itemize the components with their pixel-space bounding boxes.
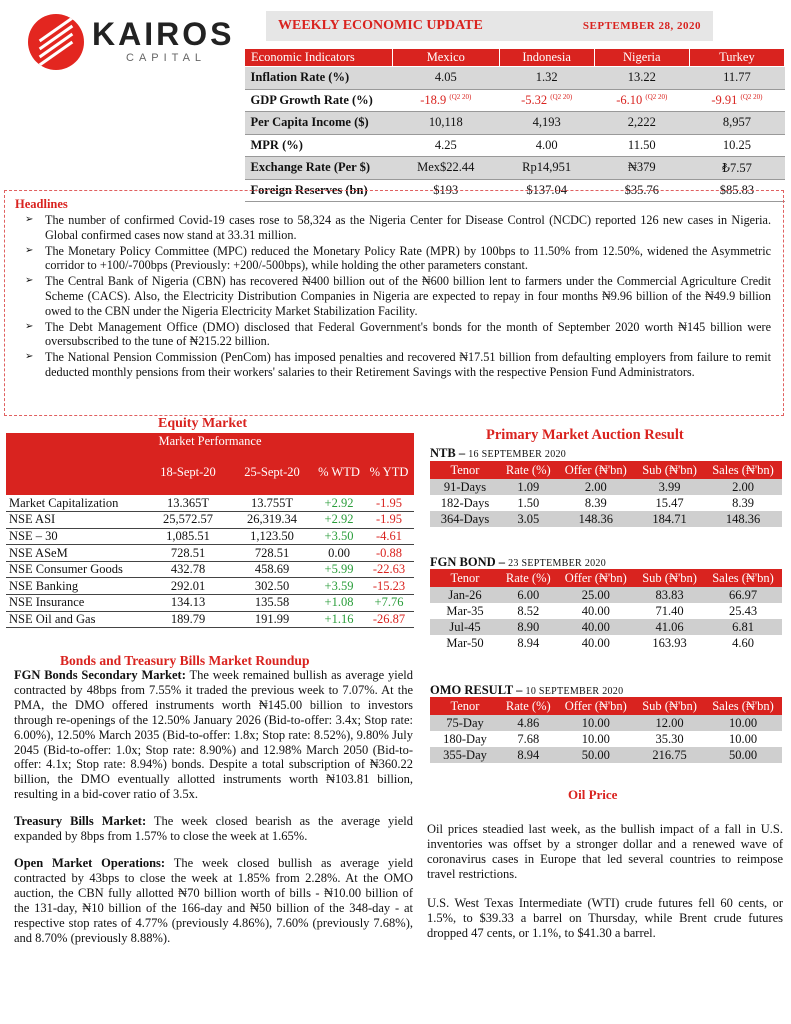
equity-wtd: +1.16 bbox=[314, 611, 364, 628]
equity-ytd: -22.63 bbox=[364, 561, 414, 578]
bonds-paragraph-text: The week closed bearish as the average yield expanded by 8bps from 1.57% to close the week at 1.65%. bbox=[14, 814, 413, 844]
auction-cell: 83.83 bbox=[635, 587, 704, 603]
equity-market-title: Equity Market bbox=[158, 416, 248, 431]
indicator-value-text: 4.05 bbox=[434, 70, 457, 85]
bonds-paragraph-lead: FGN Bonds Secondary Market: bbox=[14, 668, 186, 682]
indicator-value bbox=[594, 134, 689, 157]
indicator-value-text: -6.10 bbox=[616, 92, 643, 107]
equity-label: NSE Consumer Goods bbox=[6, 561, 146, 578]
equity-label: NSE – 30 bbox=[6, 528, 146, 545]
indicator-value-text: Rp14,951 bbox=[522, 160, 572, 175]
indicator-row bbox=[245, 112, 785, 135]
auction-cell: 6.00 bbox=[500, 587, 557, 603]
auction-cell: 41.06 bbox=[635, 619, 704, 635]
indicator-row bbox=[245, 67, 785, 90]
auction-cell: 35.30 bbox=[655, 731, 684, 746]
auction-col-header: Sales (₦'bn) bbox=[704, 461, 782, 479]
indicator-period-note: (Q2 20) bbox=[740, 92, 763, 101]
auction-cell: 2.00 bbox=[557, 479, 635, 495]
auction-col-header: Sales (₦'bn) bbox=[704, 569, 782, 587]
auction-cell: 180-Day bbox=[443, 731, 487, 746]
indicator-value bbox=[594, 89, 689, 112]
auction-row bbox=[430, 635, 782, 651]
report-banner bbox=[266, 11, 713, 41]
auction-cell: Jul-45 bbox=[430, 619, 500, 635]
equity-ytd: -0.88 bbox=[364, 545, 414, 562]
equity-wtd: 0.00 bbox=[314, 545, 364, 562]
auction-cell: 8.39 bbox=[584, 495, 607, 510]
auction-cell: 1.09 bbox=[500, 479, 557, 495]
auction-col-header: Sub (₦'bn) bbox=[635, 569, 704, 587]
arrow-bullet-icon: ➢ bbox=[25, 320, 34, 332]
headline-text: The National Pension Commission (PenCom) has imposed penalties and recovered ₦17.51 billion from defaulting employers from failure to remit deducted monthly pensions from their workers' salaries to their Retirement Savings with the respective Pension Fund Administrators. bbox=[45, 350, 771, 379]
auction-col-header: Sub (₦'bn) bbox=[635, 697, 704, 715]
fgn-bond-heading: FGN BOND – 23 SEPTEMBER 2020 bbox=[430, 555, 607, 569]
indicator-value bbox=[499, 157, 594, 180]
equity-row bbox=[6, 495, 414, 512]
indicator-label: Per Capita Income ($) bbox=[245, 112, 393, 135]
indicator-value bbox=[393, 67, 500, 90]
indicator-value-text: ₦379 bbox=[627, 160, 656, 175]
indicator-value-text: -9.91 bbox=[711, 92, 738, 107]
indicator-value-text: ₺7.57 bbox=[722, 160, 752, 175]
equity-label: NSE ASeM bbox=[6, 545, 146, 562]
indicator-value-text: 2,222 bbox=[627, 115, 656, 130]
indicator-value bbox=[594, 112, 689, 135]
auction-cell: 71.40 bbox=[655, 603, 684, 618]
bonds-paragraph-text: The week remained bullish as average yield contracted by 48bps from 7.55% it traded the previous week to 7.07%. At the PMA, the DMO offered instruments worth ₦145.00 billion to investors through re-openings of the 12.50% January 2026 (Bid-to-offer: 3.4x; Stop rate: 6.00%), 12.50% March 2035 (Bid-to-offer: 1.8x; Stop rate: 8.52%), 9.80% July 2045 (Bid-to-offer: 1.0x; Stop rate: 8.90%) and 12.98% March 2050 (Bid-to-offer: 4.1x; Stop rate: 8.94%) bonds. Despite a total subscription of ₦360.22 billion, the DMO eventually allotted instruments worth ₦103.81 billion, resulting in a bid-cover ratio of 3.5x. bbox=[14, 668, 413, 802]
auction-cell: 1.50 bbox=[517, 495, 540, 510]
auction-cell: 2.00 bbox=[704, 479, 782, 495]
indicator-value bbox=[689, 67, 784, 90]
equity-row bbox=[6, 512, 414, 529]
equity-value: 432.78 bbox=[146, 561, 230, 578]
arrow-bullet-icon: ➢ bbox=[25, 351, 34, 363]
auction-row bbox=[430, 603, 782, 619]
headline-text: The Central Bank of Nigeria (CBN) has recovered ₦400 billion out of the ₦600 billion lent to farmers under the Commercial Agriculture Credit Scheme (CACS). Also, the Electricity Distribution Companies in Nigeria are expected to repay in four months ₦9.96 billion of the ₦49.9 billion owed to the CBN under the Nigeria Electricity Market Stabilization Facility. bbox=[45, 274, 771, 318]
indicator-value-text: 8,957 bbox=[722, 115, 751, 130]
equity-value: 1,123.50 bbox=[230, 528, 314, 545]
auction-col-header: Offer (₦'bn) bbox=[557, 697, 635, 715]
equity-value: 728.51 bbox=[146, 545, 230, 562]
equity-col-header: % WTD bbox=[314, 449, 364, 495]
auction-cell: 25.43 bbox=[728, 603, 758, 618]
equity-wtd: +2.92 bbox=[314, 512, 364, 529]
equity-ytd: -15.23 bbox=[364, 578, 414, 595]
market-performance-header: Market Performance bbox=[6, 433, 414, 449]
equity-wtd: +3.59 bbox=[314, 578, 364, 595]
indicator-value bbox=[594, 67, 689, 90]
equity-ytd: -1.95 bbox=[364, 495, 414, 512]
auction-cell: 163.93 bbox=[652, 635, 687, 650]
equity-value: 134.13 bbox=[146, 595, 230, 612]
indicators-header: Mexico bbox=[393, 49, 500, 67]
auction-header-row bbox=[430, 569, 782, 587]
equity-value: 292.01 bbox=[146, 578, 230, 595]
auction-cell: 12.00 bbox=[635, 715, 704, 731]
equity-value: 13.365T bbox=[146, 495, 230, 512]
indicator-value bbox=[689, 112, 784, 135]
equity-label: Market Capitalization bbox=[6, 495, 146, 512]
indicator-value-text: -5.32 bbox=[521, 92, 548, 107]
equity-label: NSE Oil and Gas bbox=[6, 611, 146, 628]
indicators-header: Economic Indicators bbox=[245, 49, 393, 67]
equity-row bbox=[6, 595, 414, 612]
auction-header-row bbox=[430, 697, 782, 715]
indicator-period-note: (Q2 20) bbox=[550, 92, 573, 101]
equity-ytd: +7.76 bbox=[364, 595, 414, 612]
indicator-value bbox=[393, 112, 500, 135]
auction-col-header: Rate (%) bbox=[500, 569, 557, 587]
auction-row bbox=[430, 479, 782, 495]
auction-cell: 10.00 bbox=[581, 731, 610, 746]
auction-cell: 184.71 bbox=[635, 511, 704, 527]
equity-col-header: 25-Sept-20 bbox=[230, 449, 314, 495]
equity-ytd: -1.95 bbox=[364, 512, 414, 529]
bonds-paragraph bbox=[14, 668, 413, 802]
omo-heading: OMO RESULT – 10 SEPTEMBER 2020 bbox=[430, 683, 624, 697]
indicator-row bbox=[245, 157, 785, 180]
auction-cell: Mar-50 bbox=[446, 635, 484, 650]
auction-cell: 50.00 bbox=[704, 747, 782, 763]
equity-row bbox=[6, 578, 414, 595]
indicator-value-text: -18.9 bbox=[420, 92, 447, 107]
oil-paragraph: Oil prices steadied last week, as the bullish impact of a fall in U.S. inventories was offset by a stronger dollar and a renewed wave of coronavirus cases in Europe that led several countries to reimpose travel restrictions. bbox=[427, 822, 783, 881]
logo-name: KAIROS bbox=[92, 16, 235, 52]
indicator-value bbox=[594, 157, 689, 180]
auction-col-header: Tenor bbox=[430, 461, 500, 479]
equity-col-header: 18-Sept-20 bbox=[146, 449, 230, 495]
indicator-row bbox=[245, 89, 785, 112]
auction-cell: 8.90 bbox=[500, 619, 557, 635]
auction-col-header: Rate (%) bbox=[500, 697, 557, 715]
oil-price-text bbox=[427, 822, 783, 955]
kairos-logo bbox=[28, 14, 238, 72]
auction-cell: 8.52 bbox=[517, 603, 540, 618]
indicators-header: Indonesia bbox=[499, 49, 594, 67]
auction-cell: 6.81 bbox=[704, 619, 782, 635]
indicators-header: Turkey bbox=[689, 49, 784, 67]
indicator-value bbox=[499, 67, 594, 90]
arrow-bullet-icon: ➢ bbox=[25, 214, 34, 225]
auction-col-header: Sales (₦'bn) bbox=[704, 697, 782, 715]
indicator-value-text: 10,118 bbox=[428, 115, 463, 130]
equity-value: 13.755T bbox=[230, 495, 314, 512]
auction-cell: 3.05 bbox=[500, 511, 557, 527]
bonds-paragraph bbox=[14, 814, 413, 844]
auction-col-header: Offer (₦'bn) bbox=[557, 461, 635, 479]
equity-wtd: +2.92 bbox=[314, 495, 364, 512]
indicator-row bbox=[245, 134, 785, 157]
auction-cell: 355-Day bbox=[430, 747, 500, 763]
indicator-label: Foreign Reserves (bn) bbox=[245, 179, 393, 202]
auction-col-header: Offer (₦'bn) bbox=[557, 569, 635, 587]
indicator-value-text: 13.22 bbox=[627, 70, 656, 85]
ntb-heading: NTB – 16 SEPTEMBER 2020 bbox=[430, 446, 567, 460]
auction-row bbox=[430, 731, 782, 747]
indicator-period-note: (Q2 20) bbox=[449, 92, 472, 101]
equity-row bbox=[6, 545, 414, 562]
indicator-value-text: 4,193 bbox=[532, 115, 561, 130]
bonds-roundup-text bbox=[14, 668, 413, 957]
equity-ytd: -26.87 bbox=[364, 611, 414, 628]
indicator-value bbox=[689, 134, 784, 157]
auction-cell: 40.00 bbox=[557, 619, 635, 635]
indicator-value bbox=[689, 89, 784, 112]
economic-indicators-table bbox=[244, 48, 785, 202]
auction-cell: 182-Days bbox=[440, 495, 490, 510]
headline-item bbox=[15, 244, 771, 274]
equity-label: NSE ASI bbox=[6, 512, 146, 529]
headline-text: The Debt Management Office (DMO) disclosed that Federal Government's bonds for the month of September 2020 worth ₦145 billion were oversubscribed to the tune of ₦215.22 billion. bbox=[45, 319, 771, 349]
auction-header-row bbox=[430, 461, 782, 479]
indicator-value-text: $85.83 bbox=[719, 182, 755, 197]
bonds-paragraph-lead: Treasury Bills Market: bbox=[14, 814, 147, 829]
auction-cell: 8.39 bbox=[732, 495, 754, 510]
equity-label: NSE Banking bbox=[6, 578, 146, 595]
auction-col-header: Rate (%) bbox=[500, 461, 557, 479]
auction-cell: Jan-26 bbox=[430, 587, 500, 603]
headlines-title: Headlines bbox=[15, 197, 68, 211]
headline-item bbox=[15, 274, 771, 318]
auction-row bbox=[430, 619, 782, 635]
auction-cell: 8.94 bbox=[517, 635, 540, 650]
auction-cell: 91-Days bbox=[430, 479, 500, 495]
indicators-header: Nigeria bbox=[594, 49, 689, 67]
headlines-list bbox=[15, 213, 771, 380]
indicator-value-text: $35.76 bbox=[624, 182, 659, 197]
auction-cell: 4.86 bbox=[500, 715, 557, 731]
auction-col-header: Tenor bbox=[430, 569, 500, 587]
auction-col-header: Tenor bbox=[430, 697, 500, 715]
indicator-value bbox=[393, 134, 500, 157]
indicator-value-text: Mex$22.44 bbox=[417, 160, 475, 175]
equity-row bbox=[6, 611, 414, 628]
auction-row bbox=[430, 511, 782, 527]
auction-cell: 10.00 bbox=[728, 731, 758, 746]
equity-value: 135.58 bbox=[230, 595, 314, 612]
equity-value: 302.50 bbox=[230, 578, 314, 595]
headlines-box bbox=[4, 190, 784, 416]
auction-col-header: Sub (₦'bn) bbox=[635, 461, 704, 479]
equity-row bbox=[6, 561, 414, 578]
indicator-value bbox=[393, 89, 500, 112]
equity-value: 191.99 bbox=[230, 611, 314, 628]
auction-cell: 50.00 bbox=[557, 747, 635, 763]
indicator-value-text: $193 bbox=[433, 182, 459, 197]
auction-cell: 4.60 bbox=[732, 635, 754, 650]
equity-label: NSE Insurance bbox=[6, 595, 146, 612]
equity-value: 26,319.34 bbox=[230, 512, 314, 529]
indicator-value-text: 4.00 bbox=[535, 137, 558, 152]
auction-cell: 148.36 bbox=[704, 511, 782, 527]
auction-cell: 66.97 bbox=[704, 587, 782, 603]
report-date: SEPTEMBER 28, 2020 bbox=[582, 20, 701, 32]
auction-cell: 40.00 bbox=[581, 603, 610, 618]
bonds-paragraph bbox=[14, 856, 413, 945]
equity-wtd: +3.50 bbox=[314, 528, 364, 545]
auction-cell: 40.00 bbox=[581, 635, 610, 650]
ntb-auction-table bbox=[430, 461, 782, 527]
oil-price-title: Oil Price bbox=[568, 787, 618, 802]
auction-cell: 3.99 bbox=[635, 479, 704, 495]
auction-cell: 8.94 bbox=[500, 747, 557, 763]
indicator-value bbox=[499, 112, 594, 135]
auction-cell: 10.00 bbox=[557, 715, 635, 731]
equity-row bbox=[6, 528, 414, 545]
equity-value: 189.79 bbox=[146, 611, 230, 628]
equity-value: 1,085.51 bbox=[146, 528, 230, 545]
equity-value: 458.69 bbox=[230, 561, 314, 578]
report-title: WEEKLY ECONOMIC UPDATE bbox=[278, 18, 483, 33]
equity-ytd: -4.61 bbox=[364, 528, 414, 545]
indicator-value bbox=[499, 89, 594, 112]
indicator-label: Exchange Rate (Per $) bbox=[245, 157, 393, 180]
equity-wtd: +1.08 bbox=[314, 595, 364, 612]
equity-value: 25,572.57 bbox=[146, 512, 230, 529]
auction-cell: 7.68 bbox=[517, 731, 540, 746]
indicator-value bbox=[689, 157, 784, 180]
auction-cell: 15.47 bbox=[655, 495, 684, 510]
equity-value: 728.51 bbox=[230, 545, 314, 562]
omo-auction-table bbox=[430, 697, 782, 763]
indicator-value-text: $137.04 bbox=[526, 182, 567, 197]
indicator-value-text: 10.25 bbox=[722, 137, 751, 152]
bonds-paragraph-text: The week closed bullish as average yield contracted by 43bps to close the week at 1.85% from 2.28%. At the OMO auction, the CBN fully allotted ₦70 billion worth of bills - ₦10.00 billion of the 131-day, ₦10 billion of the 166-day and ₦50 billion of the 348-day - at respective stop rates of 4.77% (previously 4.86%), 7.60% (previously 7.68%), and 8.70% (previously 8.88%). bbox=[14, 855, 414, 945]
arrow-bullet-icon: ➢ bbox=[25, 275, 34, 287]
headline-item bbox=[15, 213, 771, 243]
equity-market-table bbox=[6, 433, 414, 628]
auction-row bbox=[430, 495, 782, 511]
auction-cell: 75-Day bbox=[430, 715, 500, 731]
headline-item bbox=[15, 320, 771, 350]
auction-row bbox=[430, 587, 782, 603]
auction-row bbox=[430, 747, 782, 763]
headline-text: The Monetary Policy Committee (MPC) reduced the Monetary Policy Rate (MPR) by 100bps to 11.50% from 12.50%, widened the Asymmetric corridor to +100/-700bps (Previously: +200/-500bps), while holding the other parameters constant. bbox=[45, 243, 771, 273]
indicator-value-text: 1.32 bbox=[535, 70, 558, 85]
bonds-roundup-title: Bonds and Treasury Bills Market Roundup bbox=[60, 653, 310, 668]
equity-wtd: +5.99 bbox=[314, 561, 364, 578]
indicator-label: Inflation Rate (%) bbox=[245, 67, 393, 90]
auction-cell: 10.00 bbox=[704, 715, 782, 731]
indicator-value-text: 11.77 bbox=[723, 70, 751, 85]
oil-paragraph: U.S. West Texas Intermediate (WTI) crude futures fell 60 cents, or 1.5%, to $39.33 a barrel on Thursday, while Brent crude futures dropped 47 cents, or 1.1%, to $41.30 a barrel. bbox=[427, 896, 783, 940]
auction-cell: 216.75 bbox=[635, 747, 704, 763]
auction-row bbox=[430, 715, 782, 731]
auction-cell: 148.36 bbox=[557, 511, 635, 527]
equity-col-header: % YTD bbox=[364, 449, 414, 495]
auction-cell: 364-Days bbox=[430, 511, 500, 527]
indicator-label: MPR (%) bbox=[245, 134, 393, 157]
headline-text: The number of confirmed Covid-19 cases rose to 58,324 as the Nigeria Center for Disease Control (NCDC) reported 126 new cases in Nigeria. Global confirmed cases now stand at 33.31 million. bbox=[45, 213, 771, 242]
arrow-bullet-icon: ➢ bbox=[25, 244, 34, 256]
indicator-period-note: (Q2 20) bbox=[645, 92, 668, 101]
fgn-bond-auction-table bbox=[430, 569, 782, 651]
indicator-value-text: 11.50 bbox=[627, 137, 656, 152]
indicator-value-text: 4.25 bbox=[434, 137, 457, 152]
indicator-value bbox=[499, 134, 594, 157]
headline-item bbox=[15, 350, 771, 380]
indicator-label: GDP Growth Rate (%) bbox=[245, 89, 393, 112]
primary-market-title: Primary Market Auction Result bbox=[486, 427, 684, 443]
indicator-value bbox=[393, 157, 500, 180]
auction-cell: Mar-35 bbox=[446, 603, 484, 618]
logo-mark-icon bbox=[28, 14, 84, 70]
auction-cell: 25.00 bbox=[557, 587, 635, 603]
logo-subtitle: CAPITAL bbox=[126, 52, 207, 64]
bonds-paragraph-lead: Open Market Operations: bbox=[14, 855, 166, 870]
